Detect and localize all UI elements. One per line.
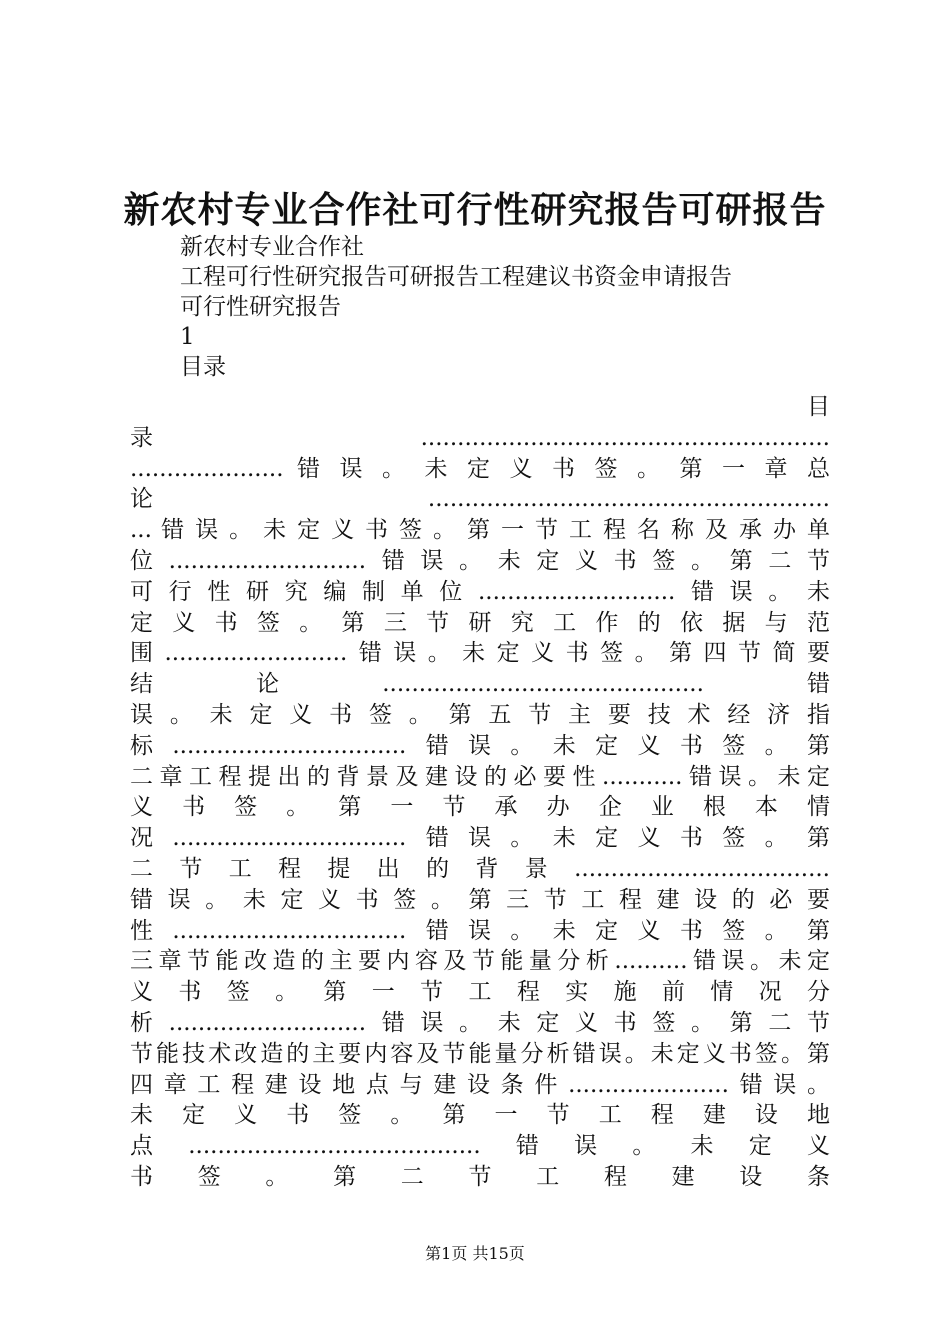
intro-line: 目录 (180, 354, 226, 380)
toc-line: 点........................................错误。未定义 (130, 1133, 830, 1160)
toc-line: 二节工程提出的背景................................... (130, 855, 830, 882)
toc-line: 析...........................错误。未定义书签。第二节 (130, 1009, 830, 1036)
toc-line: 位...........................错误。未定义书签。第二节 (130, 547, 830, 574)
intro-line: 可行性研究报告 (180, 294, 341, 320)
toc-line: 三章节能改造的主要内容及节能量分析..........错误。未定 (130, 948, 830, 975)
toc-line: 书 签 。 第 二 节 工 程 建 设 条 (130, 1163, 830, 1190)
toc-line: 错 误 。 未 定 义 书 签 。 第 三 节 工 程 建 设 的 必 要 (130, 886, 830, 913)
toc-line: 误 。 未 定 义 书 签 。 第 五 节 主 要 技 术 经 济 指 (130, 701, 830, 728)
table-of-contents (130, 392, 830, 1193)
toc-line: 标................................错误。未定义书签。第 (130, 732, 830, 759)
toc-line: 义 书 签 。 第 一 节 承 办 企 业 根 本 情 (130, 794, 830, 821)
intro-line: 1 (180, 324, 195, 350)
toc-line: 可行性研究编制单位...........................错误。未 (130, 578, 830, 605)
toc-line: 未 定 义 书 签 。 第 一 节 工 程 建 设 地 (130, 1102, 830, 1129)
toc-line: 义 书 签 。 第 一 节 工 程 实 施 前 情 况 分 (130, 979, 830, 1006)
toc-line: 性................................错误。未定义书签。第 (130, 917, 830, 944)
toc-line: ... 错 误 。 未 定 义 书 签 。 第 一 节 工 程 名 称 及 承 办 单 (130, 517, 830, 544)
page-footer: 第1页 共15页 (425, 1244, 525, 1263)
intro-block (180, 232, 732, 382)
document-title: 新农村专业合作社可行性研究报告可研报告 (123, 189, 827, 231)
toc-line: 定 义 书 签 。 第 三 节 研 究 工 作 的 依 据 与 范 (130, 609, 830, 636)
toc-line: ..................... 错 误 。 未 定 义 书 签 。 第 一 章 总 (130, 455, 830, 482)
toc-line: 结论............................................错 (130, 671, 830, 698)
toc-line: 四章工程建设地点与建设条件......................错误。 (130, 1071, 830, 1098)
intro-line: 工程可行性研究报告可研报告工程建议书资金申请报告 (180, 264, 732, 290)
toc-line: 围.........................错误。未定义书签。第四节简要 (130, 640, 830, 667)
toc-line: 况................................错误。未定义书签。第 (130, 825, 830, 852)
toc-line: 节能技术改造的主要内容及节能量分析错误。未定义书签。第 (130, 1040, 830, 1067)
toc-line: 录........................................................ (130, 424, 830, 451)
intro-line: 新农村专业合作社 (180, 234, 364, 260)
toc-line: 二章工程提出的背景及建设的必要性...........错误。未定 (130, 763, 830, 790)
toc-line: 目 (807, 394, 830, 420)
toc-line: 论....................................................... (130, 486, 830, 513)
